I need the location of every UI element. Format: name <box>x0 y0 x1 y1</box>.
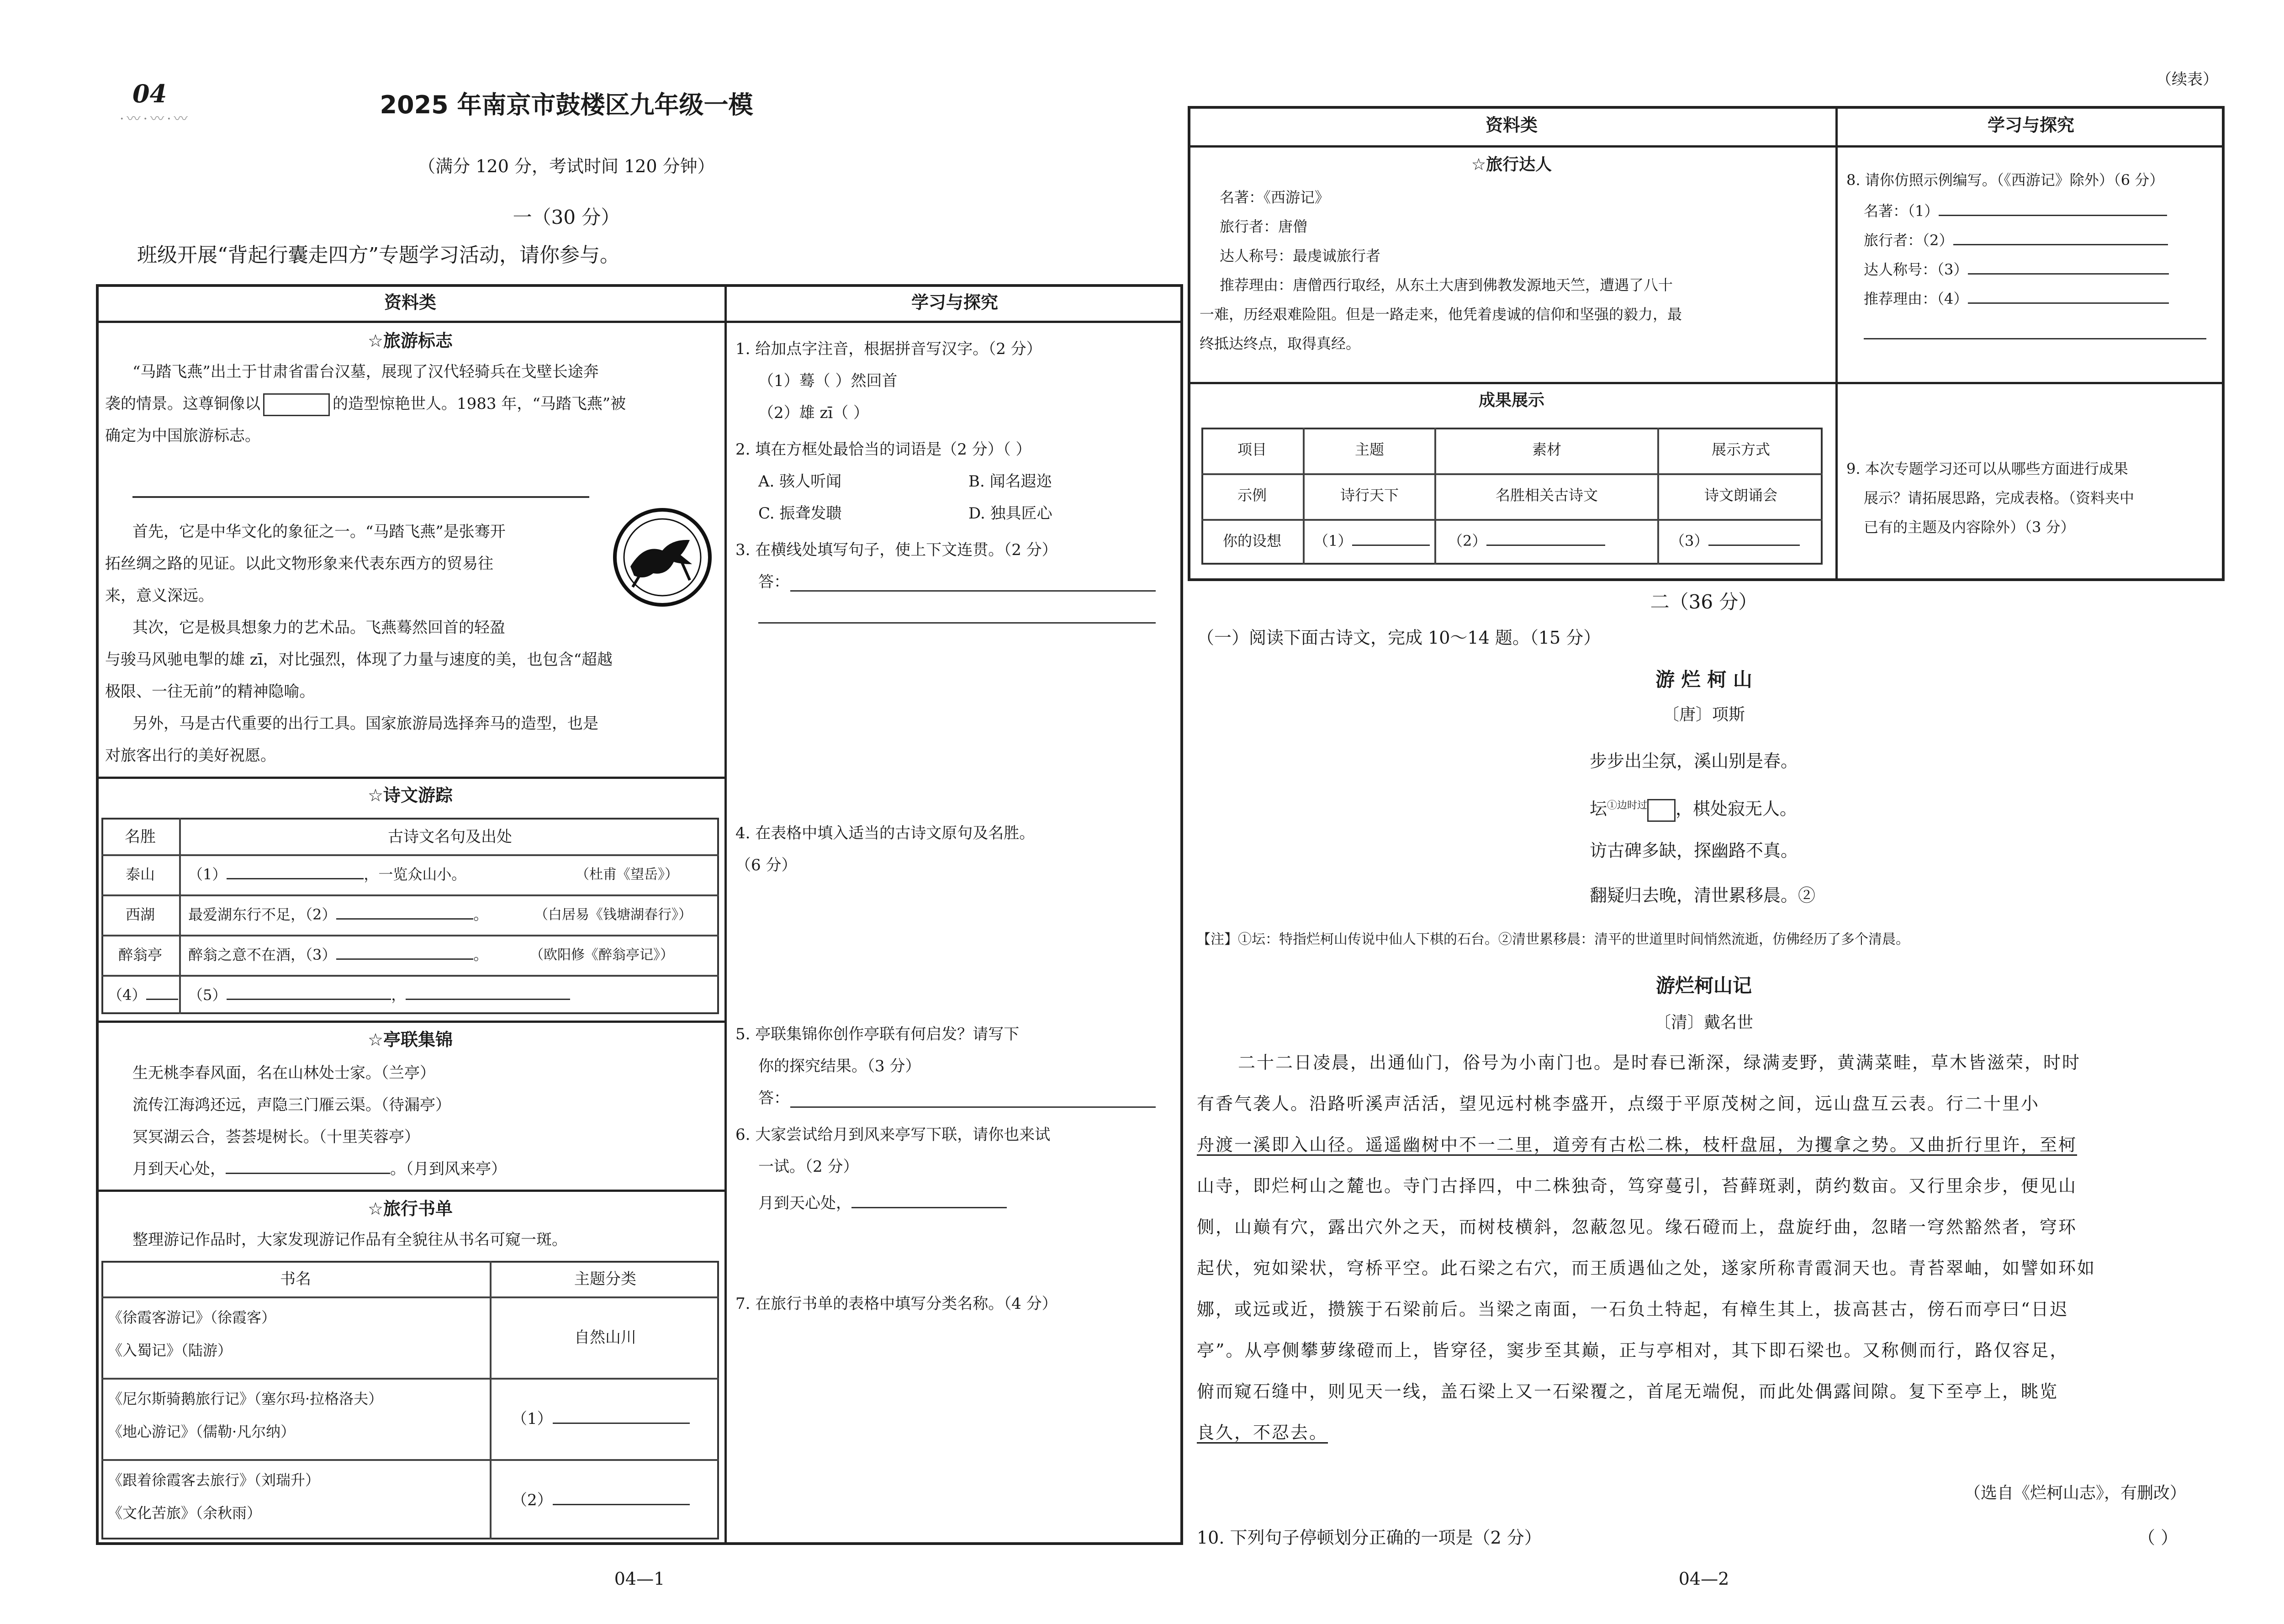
result-section-heading: 成果展示 <box>1478 391 1544 410</box>
talent-line: 终抵达终点，取得真经。 <box>1200 335 1361 352</box>
result-cell: 你的设想 <box>1222 532 1281 550</box>
question-6-cont: 一试。（2 分） <box>758 1158 859 1176</box>
paper-title: 2025 年南京市鼓楼区九年级一模 <box>380 90 753 119</box>
book-title: 《入蜀记》（陆游） <box>108 1342 233 1359</box>
essay-line: 俯而窥石缝中，则见天一线，盖石梁上又一石梁覆之，首尾无端倪，而此处偶露间隙。复下至亭上，眺览 <box>1197 1381 2059 1402</box>
answer-line[interactable] <box>1864 338 2206 339</box>
option-a[interactable]: A. 骇人听闻 <box>758 472 842 491</box>
right-column-header: 学习与探究 <box>1987 115 2074 135</box>
answer-label: 答： <box>758 1089 789 1107</box>
left-column-header: 资料类 <box>384 292 436 312</box>
poem-line: 醉翁之意不在酒，（3） 。 <box>188 946 488 963</box>
result-header: 主题 <box>1354 441 1384 458</box>
logo-paragraph-line: 首先，它是中华文化的象征之一。“马踏飞燕”是张骞开 <box>132 523 506 541</box>
header-divider <box>1188 145 2225 148</box>
talent-line: 一难，历经艰难险阻。但是一路走来，他凭着虔诚的信仰和坚强的毅力，最 <box>1200 306 1682 323</box>
paper-badge: 04 <box>132 79 167 108</box>
page-3 <box>2275 0 2284 1624</box>
essay-author: 〔清〕戴名世 <box>1654 1013 1753 1032</box>
poem-source: （欧阳修《醉翁亭记》） <box>530 947 674 963</box>
result-cell: （1） <box>1314 531 1430 551</box>
option-d[interactable]: D. 独具匠心 <box>968 504 1052 523</box>
talent-section-heading: ☆旅行达人 <box>1471 155 1552 174</box>
question-8: 8. 请你仿照示例编写。（《西游记》除外）（6 分） <box>1846 171 2164 189</box>
answer-blank[interactable] <box>406 999 570 1000</box>
sentence-blank-line[interactable] <box>132 496 589 498</box>
result-row <box>1201 473 1823 475</box>
pavilion-couplet: 冥冥湖云合，荟荟堤树长。（十里芙蓉亭） <box>132 1128 420 1146</box>
result-cell: 诗行天下 <box>1340 487 1399 504</box>
section-one-heading: 一（30 分） <box>513 206 620 228</box>
booklist-table-row <box>101 1296 719 1298</box>
answer-blank[interactable] <box>1953 244 2168 245</box>
poem-table-header: 名胜 <box>125 828 156 846</box>
q8-field: 推荐理由：（4） <box>1864 289 2169 309</box>
book-title: 《徐霞客游记》（徐霞客） <box>108 1309 276 1326</box>
booklist-table-row <box>101 1378 719 1380</box>
poem-line: 访古碑多缺，探幽路不真。 <box>1590 841 1798 861</box>
answer-blank[interactable] <box>146 999 178 1000</box>
poem-place: 泰山 <box>125 866 155 883</box>
answer-line[interactable] <box>790 590 1156 592</box>
logo-paragraph-line: 其次，它是极具想象力的艺术品。飞燕蓦然回首的轻盈 <box>132 619 505 637</box>
book-category: （2） <box>512 1489 690 1511</box>
answer-line[interactable] <box>790 1106 1156 1108</box>
answer-blank[interactable] <box>1486 545 1605 546</box>
poem-source: （白居易《钱塘湖春行》） <box>534 907 692 923</box>
fill-in-box[interactable] <box>263 393 330 416</box>
question-3: 3. 在横线处填写句子，使上下文连贯。（2 分） <box>735 541 1057 559</box>
answer-blank[interactable] <box>553 1423 690 1424</box>
essay-source: （选自《烂柯山志》，有删改） <box>1964 1484 2187 1502</box>
essay-line: 有香气袭人。沿路听溪声活活，望见远村桃李盛开，点缀于平原茂树之间，远山盘互云表。行二十里小 <box>1197 1094 2040 1114</box>
pavilion-couplet: 生无桃李春风面，名在山林处士家。（兰亭） <box>132 1064 435 1082</box>
essay-line: 娜，或远或近，攒簇于石梁前后。当梁之南面，一石负土特起，有樟生其上，拔高甚古，傍石而亭曰“日迟 <box>1197 1299 2069 1319</box>
activity-intro: 班级开展“背起行囊走四方”专题学习活动，请你参与。 <box>137 243 620 267</box>
book-title: 《地心游记》（儒勒·凡尔纳） <box>108 1423 296 1440</box>
poem-line: 翻疑归去晚，清世累移晨。② <box>1590 885 1816 905</box>
logo-paragraph-line: 对旅客出行的美好祝愿。 <box>105 746 276 765</box>
page-number <box>2275 1567 2284 1591</box>
q8-field: 旅行者：（2） <box>1864 230 2168 250</box>
page-number: 04—1 <box>614 1569 665 1589</box>
result-cell: 诗文朗诵会 <box>1704 487 1777 504</box>
option-c[interactable]: C. 振聋发聩 <box>758 504 842 523</box>
essay-line: 舟渡一溪即入山径。遥遥幽树中不一二里，道旁有古松二株，枝杆盘屈，为攫拿之势。又曲折行里许，至柯 <box>1197 1135 2078 1155</box>
answer-blank[interactable] <box>1708 545 1800 546</box>
question-9-cont: 展示？请拓展思路，完成表格。（资料夹中 <box>1864 489 2135 507</box>
question-1: 1. 给加点字注音，根据拼音写汉字。（2 分） <box>735 340 1042 358</box>
result-header: 展示方式 <box>1711 441 1770 458</box>
answer-blank[interactable] <box>1939 215 2167 216</box>
logo-paragraph-line: 确定为中国旅游标志。 <box>105 427 260 445</box>
poem-line: （1） ，一览众山小。 <box>188 866 466 883</box>
poem-place: 醉翁亭 <box>118 946 162 963</box>
answer-blank[interactable] <box>851 1207 1007 1208</box>
essay-line: 侧，山巅有穴，露出穴外之天，而树枝横斜，忽蔽忽见。缘石磴而上，盘旋纡曲，忽睹一穹然豁然者，穹环 <box>1197 1217 2078 1237</box>
left-column-header: 资料类 <box>1485 115 1538 135</box>
logo-paragraph-line: 来，意义深远。 <box>105 587 214 605</box>
answer-blank[interactable] <box>1968 273 2169 275</box>
question-1-item: （1）蓦（ ）然回首 <box>758 372 898 390</box>
essay-title: 游烂柯山记 <box>1655 974 1752 997</box>
result-cell: 名胜相关古诗文 <box>1495 487 1598 504</box>
poem-annotation: 【注】①坛：特指烂柯山传说中仙人下棋的石台。②清世累移晨：清平的世道里时间悄然流逝，仿佛经历了多个清晨。 <box>1197 931 1909 947</box>
poem-source: （杜甫《望岳》） <box>576 867 678 883</box>
paper-subtitle: （满分 120 分，考试时间 120 分钟） <box>418 156 715 176</box>
page-2 <box>1133 0 2275 1624</box>
question-5: 5. 亭联集锦你创作亭联有何启发？请写下 <box>735 1025 1020 1043</box>
header-divider <box>96 321 1183 323</box>
essay-line: 亭”。从亭侧攀萝缘磴而上，皆穿径，窦步至其巅，正与亭相对，其下即石梁也。又称侧而行，路仅容足， <box>1197 1340 2069 1360</box>
question-9: 9. 本次专题学习还可以从哪些方面进行成果 <box>1846 460 2128 477</box>
poem-author: 〔唐〕项斯 <box>1662 705 1745 724</box>
result-cell: 示例 <box>1237 487 1267 504</box>
booklist-intro: 整理游记作品时，大家发现游记作品有全貌往从书名可窥一斑。 <box>132 1231 567 1249</box>
poem-title: 游 烂 柯 山 <box>1655 668 1752 691</box>
poem-line: 最爱湖东行不足，（2） 。 <box>188 906 488 923</box>
poem-table-row <box>101 935 719 936</box>
divider <box>96 777 724 779</box>
divider <box>1835 382 2225 384</box>
logo-section-heading: ☆旅游标志 <box>367 331 453 351</box>
answer-blank[interactable] <box>1352 545 1430 546</box>
pavilion-couplet: 月到天心处， 。（月到风来亭） <box>132 1160 507 1178</box>
section-two-heading: 二（36 分） <box>1650 591 1758 613</box>
essay-line: 二十二日凌晨，出通仙门，俗号为小南门也。是时春已渐深，绿满麦野，黄满菜畦，草木皆滋荣，时时 <box>1238 1053 2081 1073</box>
booklist-header: 书名 <box>280 1270 311 1288</box>
essay-line: 良久，不忍去。 <box>1197 1423 1328 1443</box>
answer-blank[interactable] <box>553 1504 690 1505</box>
booklist-header: 主题分类 <box>574 1270 636 1288</box>
logo-paragraph-line: “马踏飞燕”出土于甘肃省雷台汉墓，展现了汉代轻骑兵在戈壁长途奔 <box>132 363 599 381</box>
pavilion-section-heading: ☆亭联集锦 <box>367 1030 453 1050</box>
column-divider <box>1835 106 1838 581</box>
answer-label: 答： <box>758 573 789 591</box>
booklist-section-heading: ☆旅行书单 <box>367 1199 453 1219</box>
question-5-cont: 你的探究结果。（3 分） <box>758 1057 921 1075</box>
poem-table-header: 古诗文名句及出处 <box>388 828 512 846</box>
page-1 <box>0 0 1133 1624</box>
divider <box>1188 382 1835 384</box>
talent-line: 旅行者：唐僧 <box>1220 218 1308 235</box>
poem-place: （4） <box>108 985 178 1005</box>
book-category: （1） <box>512 1408 690 1430</box>
poem-line: 坛$^{①边时过}$ ，棋处寂无人。 <box>1590 794 1797 822</box>
q8-field: 达人称号：（3） <box>1864 259 2169 280</box>
book-title: 《尼尔斯骑鹅旅行记》（塞尔玛·拉格洛夫） <box>108 1390 383 1407</box>
result-cell: （2） <box>1448 531 1605 551</box>
question-2: 2. 填在方框处最恰当的词语是（2 分）（ ） <box>735 440 1031 459</box>
poem-line: （5） ， <box>188 985 570 1005</box>
continued-label: （续表） <box>2156 70 2218 89</box>
question-1-item: （2）雄 zī（ ） <box>758 404 869 422</box>
question-6: 6. 大家尝试给月到风来亭写下联，请你也来试 <box>735 1126 1051 1144</box>
question-10: 10. 下列句子停顿划分正确的一项是（2 分） <box>1197 1528 1542 1548</box>
poem-section-heading: ☆诗文游踪 <box>367 785 453 805</box>
book-category: 自然山川 <box>574 1328 636 1347</box>
logo-paragraph-line: 与骏马风驰电掣的雄 zī，对比强烈，体现了力量与速度的美，也包含“超越 <box>105 651 613 669</box>
logo-paragraph-line: 袭的情景。这尊铜像以 的造型惊艳世人。1983 年，“马踏飞燕”被 <box>105 393 626 416</box>
answer-line[interactable] <box>758 622 1156 624</box>
answer-blank[interactable] <box>1968 302 2169 304</box>
essay-line: 山寺，即烂柯山之麓也。寺门古择四，中二株独奇，笃穿蔓引，苔藓斑剥，荫约数亩。又行里余步，便见山 <box>1197 1176 2078 1196</box>
result-header: 项目 <box>1237 441 1267 458</box>
talent-line: 达人称号：最虔诚旅行者 <box>1220 247 1381 264</box>
book-title: 《跟着徐霞客去旅行》（刘瑞升） <box>108 1471 320 1489</box>
divider <box>96 1190 724 1192</box>
question-9-cont: 已有的主题及内容除外）（3 分） <box>1864 518 2075 536</box>
question-4-points: （6 分） <box>735 856 797 874</box>
q8-field: 名著：（1） <box>1864 201 2167 221</box>
poem-table-row <box>101 854 719 856</box>
logo-paragraph-line: 极限、一往无前”的精神隐喻。 <box>105 682 315 701</box>
answer-blank[interactable] <box>336 958 473 960</box>
result-cell: （3） <box>1670 531 1800 551</box>
answer-blank[interactable] <box>227 999 391 1000</box>
poem-line: 步步出尘氛，溪山别是春。 <box>1590 751 1798 771</box>
result-row <box>1201 519 1823 521</box>
talent-line: 名著：《西游记》 <box>1220 189 1330 206</box>
poem-table-row <box>101 975 719 977</box>
booklist-table-col <box>490 1261 492 1539</box>
talent-line: 推荐理由：唐僧西行取经，从东土大唐到佛教发源地天竺，遭遇了八十 <box>1220 276 1673 294</box>
answer-blank[interactable] <box>226 1173 390 1174</box>
question-4: 4. 在表格中填入适当的古诗文原句及名胜。 <box>735 824 1035 842</box>
result-header: 素材 <box>1532 441 1561 458</box>
page-number: 04—2 <box>1678 1569 1729 1589</box>
booklist-table-row <box>101 1459 719 1461</box>
essay-line: 起伏，宛如梁状，穹桥平空。此石梁之右穴，而王质遇仙之处，遂家所称青霞洞天也。青苔翠岫，如譬如环如 <box>1197 1258 2096 1278</box>
answer-paren[interactable]: （ ） <box>2138 1528 2178 1548</box>
answer-blank[interactable] <box>336 918 473 920</box>
column-divider <box>724 284 727 1545</box>
right-column-header: 学习与探究 <box>911 292 998 312</box>
pavilion-couplet: 流传江海鸿还远，声隐三门雁云渠。（待漏亭） <box>132 1096 451 1114</box>
poem-place: 西湖 <box>125 906 155 923</box>
logo-paragraph-line: 另外，马是古代重要的出行工具。国家旅游局选择奔马的造型，也是 <box>132 714 598 733</box>
book-title: 《文化苦旅》（余秋雨） <box>108 1504 262 1522</box>
question-6-couplet: 月到天心处， <box>758 1192 1007 1214</box>
badge-decoration: ·〰·〰·〰 <box>120 111 190 127</box>
reading-instruction: （一）阅读下面古诗文，完成 10～14 题。（15 分） <box>1197 628 1601 648</box>
tourism-logo-emblem <box>612 507 713 608</box>
divider <box>96 1021 724 1023</box>
answer-blank[interactable] <box>227 878 364 879</box>
poem-table-row <box>101 894 719 896</box>
option-b[interactable]: B. 闻名遐迩 <box>968 472 1052 491</box>
logo-paragraph-line: 拓丝绸之路的见证。以此文物形象来代表东西方的贸易往 <box>105 555 493 573</box>
question-7: 7. 在旅行书单的表格中填写分类名称。（4 分） <box>735 1295 1057 1313</box>
missing-character-box[interactable] <box>1647 799 1676 822</box>
